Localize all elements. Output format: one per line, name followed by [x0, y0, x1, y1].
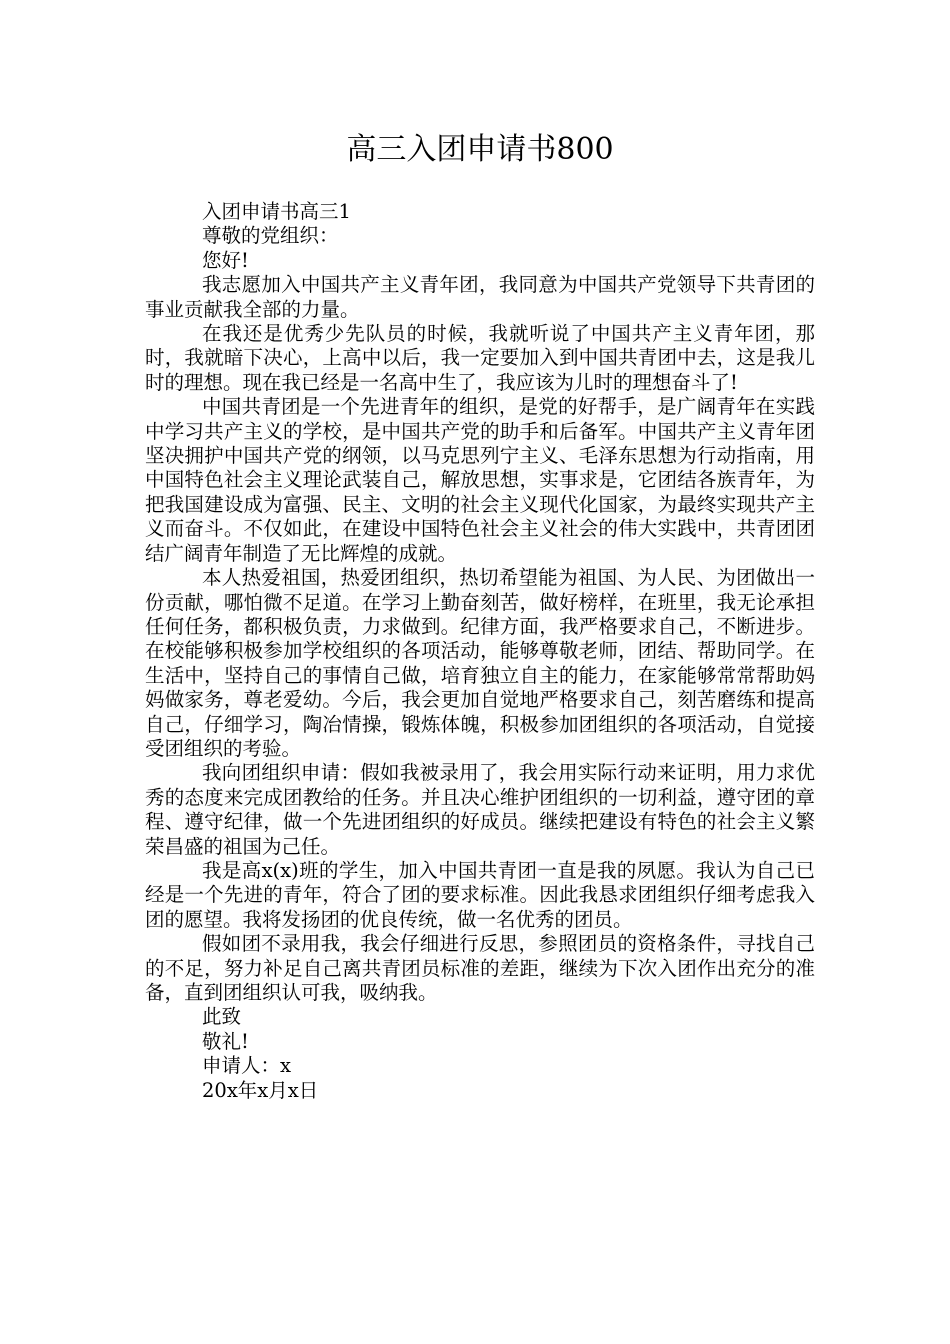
- paragraph: 在我还是优秀少先队员的时候，我就听说了中国共产主义青年团，那时，我就暗下决心，上高中以后，我一定要加入到中国共青团中去，这是我儿时的理想。现在我已经是一名高中生了，我应该为儿时的理想奋斗了!: [145, 322, 815, 394]
- greeting: 您好!: [202, 248, 249, 272]
- paragraph: 我向团组织申请：假如我被录用了，我会用实际行动来证明，用力求优秀的态度来完成团教给的任务。并且决心维护团组织的一切利益，遵守团的章程、遵守纪律，做一个先进团组织的好成员。继续把建设有特色的社会主义繁荣昌盛的祖国为己任。: [145, 761, 815, 858]
- paragraph: 我志愿加入中国共产主义青年团，我同意为中国共产党领导下共青团的事业贡献我全部的力量。: [145, 273, 815, 321]
- document-page: [145, 128, 815, 1103]
- paragraph: 本人热爱祖国，热爱团组织，热切希望能为祖国、为人民、为团做出一份贡献，哪怕微不足道。在学习上勤奋刻苦，做好榜样，在班里，我无论承担任何任务，都积极负责，力求做到。纪律方面，我严格要求自己，不断进步。在校能够积极参加学校组织的各项活动，能够尊敬老师，团结、帮助同学。在生活中，坚持自己的事情自己做，培育独立自主的能力，在家能够常常帮助妈妈做家务，尊老爱幼。今后，我会更加自觉地严格要求自己，刻苦磨练和提高自己，仔细学习，陶冶情操，锻炼体魄，积极参加团组织的各项活动，自觉接受团组织的考验。: [145, 566, 815, 760]
- paragraph: 我是高x(x)班的学生，加入中国共青团一直是我的夙愿。我认为自己已经是一个先进的青年，符合了团的要求标准。因此我恳求团组织仔细考虑我入团的愿望。我将发扬团的优良传统，做一名优秀的团员。: [145, 858, 815, 931]
- salutation: 尊敬的党组织：: [202, 224, 339, 248]
- paragraph: 中国共青团是一个先进青年的组织，是党的好帮手，是广阔青年在实践中学习共产主义的学校，是中国共产党的助手和后备军。中国共产主义青年团坚决拥护中国共产党的纲领，以马克思列宁主义、毛泽东思想为行动指南，用中国特色社会主义理论武装自己，解放思想，实事求是，它团结各族青年，为把我国建设成为富强、民主、文明的社会主义现代化国家，为最终实现共产主义而奋斗。不仅如此，在建设中国特色社会主义社会的伟大实践中，共青团团结广阔青年制造了无比辉煌的成就。: [145, 395, 815, 565]
- document-title: 高三入团申请书800: [346, 132, 614, 167]
- paragraph: 假如团不录用我，我会仔细进行反思，参照团员的资格条件，寻找自己的不足，努力补足自己离共青团员标准的差距，继续为下次入团作出充分的准备，直到团组织认可我，吸纳我。: [145, 932, 815, 1004]
- document-subtitle: 入团申请书高三1: [202, 200, 351, 223]
- document-body: [145, 200, 815, 1103]
- closing-line-1: 此致: [202, 1005, 242, 1029]
- closing-line-2: 敬礼!: [202, 1029, 249, 1053]
- applicant-signature: 申请人：x: [202, 1054, 291, 1078]
- application-date: 20x年x月x日: [202, 1078, 319, 1102]
